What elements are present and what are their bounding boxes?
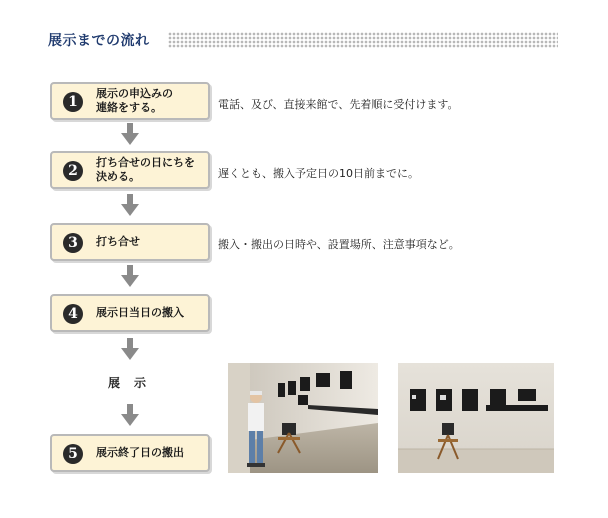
step-description: 電話、及び、直接来館で、先着順に受付けます。 [218, 98, 459, 111]
flow-step-2 [50, 151, 210, 189]
down-arrow-icon [121, 404, 139, 426]
step-label: 打ち合せの日にちを 決める。 [96, 156, 195, 183]
flow-step-4 [50, 294, 210, 332]
gallery-photo-image [228, 363, 378, 473]
step-description: 遅くとも、搬入予定日の10日前までに。 [218, 167, 419, 180]
flow-step-5 [50, 434, 210, 472]
down-arrow-icon [121, 338, 139, 360]
step-number-badge: 3 [63, 233, 83, 253]
step-number-badge: 5 [63, 444, 83, 464]
page-title: 展示までの流れ [48, 33, 150, 49]
gallery-photo-image [398, 363, 554, 473]
exhibit-label: 展示 [108, 376, 161, 390]
step-number-badge: 1 [63, 92, 83, 112]
section-header [48, 28, 558, 52]
step-description: 搬入・搬出の日時や、設置場所、注意事項など。 [218, 238, 460, 251]
step-label: 展示終了日の搬出 [96, 446, 184, 459]
down-arrow-icon [121, 123, 139, 145]
header-dotted-rule [168, 32, 558, 48]
down-arrow-icon [121, 265, 139, 287]
step-label: 展示の申込みの 連絡をする。 [96, 87, 173, 114]
step-label: 展示日当日の搬入 [96, 306, 184, 319]
down-arrow-icon [121, 194, 139, 216]
flow-step-1 [50, 82, 210, 120]
exhibit-photo-wall [398, 363, 554, 473]
step-number-badge: 4 [63, 304, 83, 324]
flow-step-3 [50, 223, 210, 261]
exhibit-photo-visitor [228, 363, 378, 473]
step-label: 打ち合せ [96, 235, 140, 248]
step-number-badge: 2 [63, 161, 83, 181]
